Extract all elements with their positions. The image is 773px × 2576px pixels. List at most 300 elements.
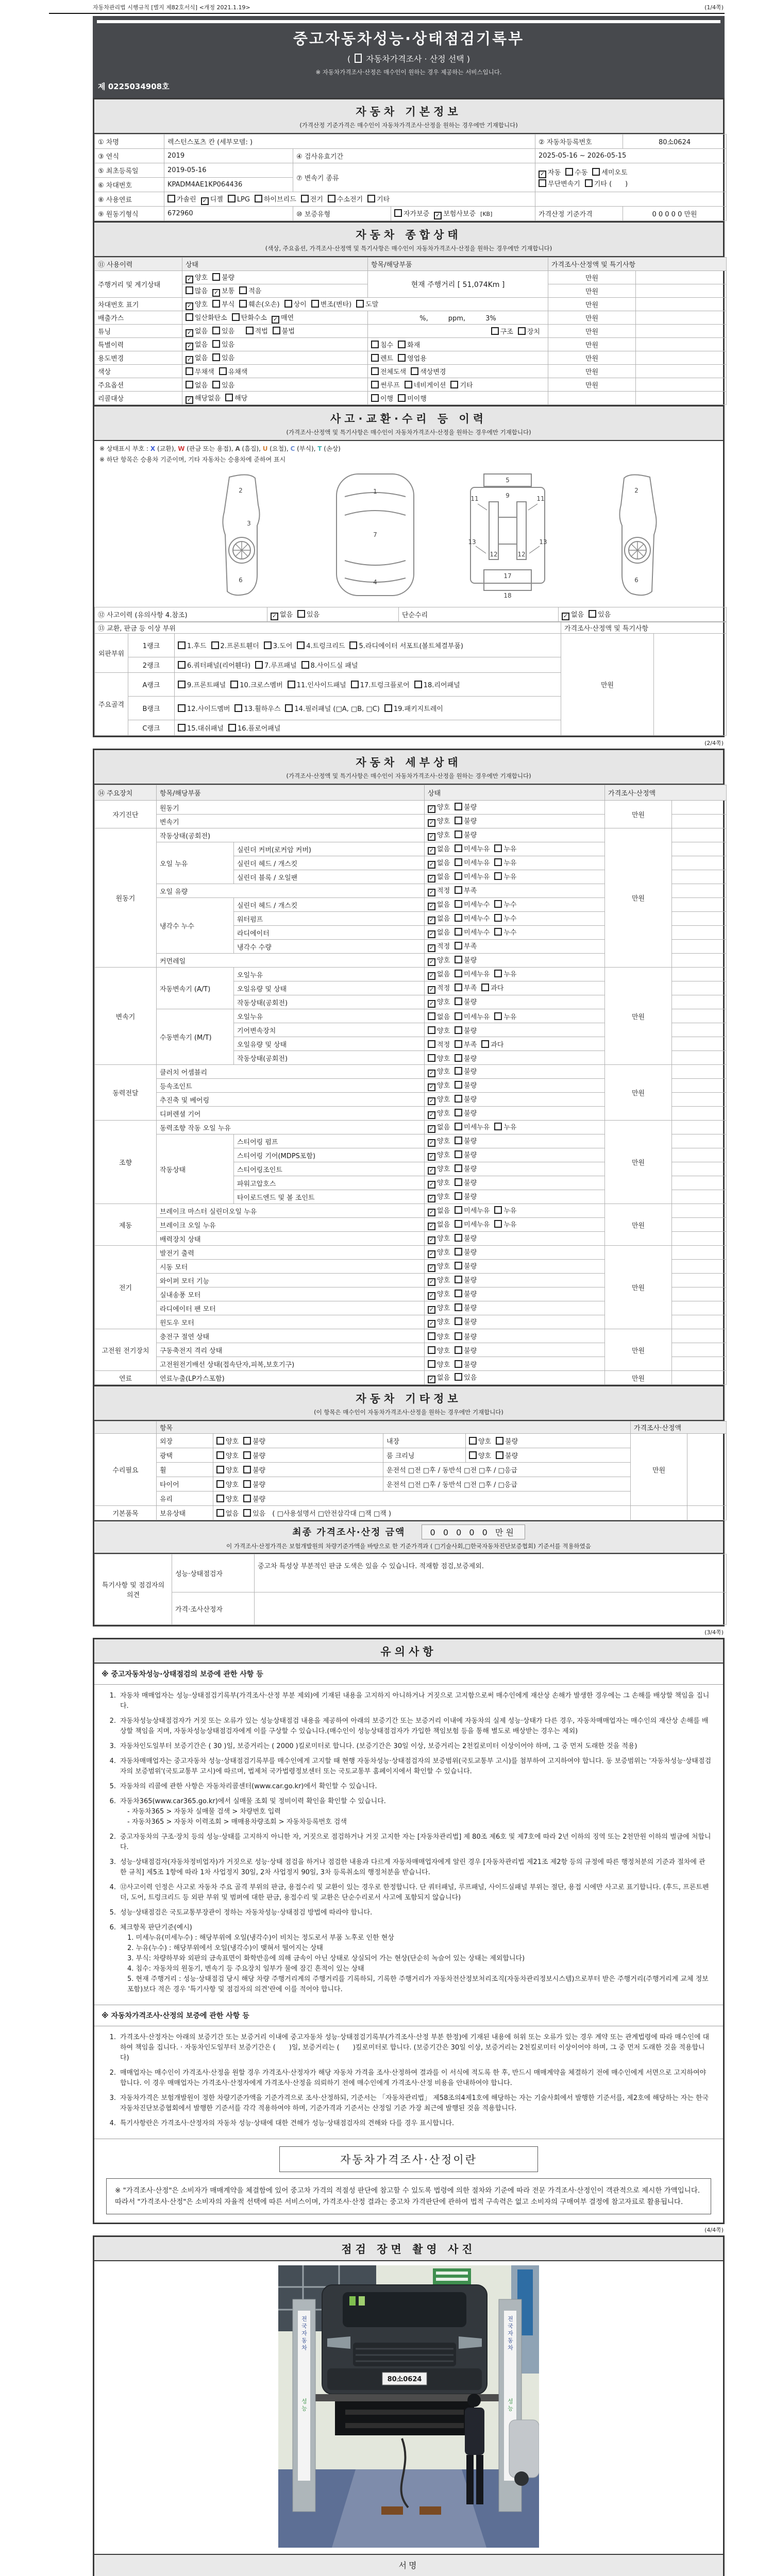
unchecked-checkbox-icon (371, 381, 379, 388)
checkbox-option[interactable] (297, 609, 320, 619)
checked-checkbox-icon: ✓ (428, 917, 435, 924)
unchecked-checkbox-icon (178, 724, 186, 732)
unchecked-checkbox-icon (455, 844, 462, 852)
checkbox-option[interactable] (455, 955, 477, 964)
unchecked-checkbox-icon (212, 327, 220, 334)
note-cell (672, 1037, 727, 1051)
checkbox-option[interactable] (228, 195, 250, 204)
option-label: 부족 (464, 985, 477, 992)
checkbox-option[interactable] (455, 1289, 477, 1298)
checkbox-option[interactable] (455, 1359, 477, 1369)
checkbox-option[interactable] (428, 969, 450, 980)
checkbox-option[interactable] (455, 982, 477, 992)
price-select-checkbox[interactable] (355, 54, 362, 63)
status-cell (182, 338, 368, 351)
field-value: 2019 (164, 149, 293, 163)
checkbox-option[interactable] (212, 299, 234, 309)
checkbox-option[interactable] (219, 366, 248, 376)
checkbox-option[interactable] (428, 1053, 450, 1063)
section-accident-history (93, 406, 725, 737)
car-damage-diagrams (94, 468, 723, 603)
column-header: ⑬ 교환, 판금 등 이상 부위 (95, 622, 561, 634)
checkbox-option[interactable] (284, 299, 307, 309)
diagram-number: 18 (503, 592, 512, 599)
checkbox-option[interactable] (186, 326, 208, 337)
option-label: 이행 (380, 395, 394, 403)
checked-checkbox-icon: ✓ (428, 861, 435, 869)
option-label: 양호 (437, 1096, 450, 1104)
checkbox-option[interactable] (428, 1331, 450, 1341)
checkbox-option[interactable] (428, 982, 450, 994)
checkbox-option[interactable] (428, 941, 450, 952)
checkbox-option[interactable] (455, 1372, 477, 1382)
option-label: 불량 (505, 1452, 518, 1460)
checkbox-option[interactable] (455, 829, 477, 839)
note-cell (672, 1023, 727, 1037)
checkbox-option[interactable] (255, 660, 297, 670)
checkbox-option[interactable] (351, 680, 410, 689)
checkbox-option[interactable] (455, 899, 490, 909)
section-detail-header (94, 750, 723, 785)
checkbox-option[interactable] (367, 194, 390, 204)
legend-symbol-U: U (262, 445, 268, 452)
checkbox-option[interactable] (455, 1302, 477, 1312)
checkbox-option[interactable] (494, 857, 516, 867)
checkbox-option[interactable] (212, 339, 234, 349)
checkbox-option[interactable] (455, 1011, 490, 1021)
suv-vehicle (322, 2285, 487, 2394)
unchecked-checkbox-icon (405, 381, 412, 388)
checkbox-option[interactable] (428, 1233, 450, 1244)
field-label: ⑤ 최초등록일 (95, 163, 164, 178)
checkbox-option[interactable] (450, 380, 473, 389)
checkbox-option[interactable] (428, 1219, 450, 1230)
checkbox-option[interactable] (349, 640, 463, 650)
checkbox-option[interactable] (455, 1247, 477, 1257)
checkbox-option[interactable] (398, 353, 427, 363)
checkbox-option[interactable] (494, 1205, 516, 1215)
checkbox-option[interactable] (455, 927, 490, 937)
checkbox-option[interactable] (428, 1289, 450, 1300)
checkbox-option[interactable] (212, 326, 234, 335)
checkbox-option[interactable] (405, 380, 446, 389)
checked-checkbox-icon: ✓ (428, 1153, 435, 1161)
checkbox-option[interactable] (243, 1479, 265, 1489)
checkbox-option[interactable] (428, 871, 450, 883)
checkbox-option[interactable] (371, 340, 393, 349)
section-photo (93, 2235, 725, 2576)
checkbox-option[interactable] (216, 1465, 239, 1475)
checkbox-option[interactable] (228, 723, 280, 733)
checkbox-option[interactable] (398, 340, 420, 349)
checkbox-option[interactable] (428, 1261, 450, 1272)
checkbox-option[interactable] (469, 1436, 491, 1446)
checkbox-option[interactable] (239, 285, 261, 295)
unchecked-checkbox-icon (494, 970, 502, 977)
checkbox-option[interactable] (585, 178, 628, 188)
checkbox-option[interactable] (186, 393, 221, 404)
checkbox-option[interactable] (428, 1345, 450, 1355)
checkbox-option[interactable] (272, 312, 294, 324)
checkbox-option[interactable] (178, 680, 226, 689)
checkbox-option[interactable] (491, 326, 513, 336)
unchecked-checkbox-icon (216, 1495, 224, 1502)
checkbox-option[interactable] (428, 1039, 450, 1049)
part-label: 구동축전지 격리 상태 (157, 1343, 425, 1357)
checkbox-option[interactable] (539, 178, 580, 188)
checkbox-option[interactable] (186, 352, 208, 364)
checkbox-option[interactable] (186, 272, 208, 283)
checkbox-option[interactable] (356, 299, 378, 309)
option-label: 없음 (280, 611, 293, 619)
appraiser-label: 가격·조사산정자 (172, 1592, 255, 1625)
checkbox-option[interactable] (371, 380, 400, 389)
checkbox-option[interactable] (411, 366, 446, 376)
checkbox-option[interactable] (428, 1136, 450, 1147)
checkbox-option[interactable] (186, 285, 208, 295)
checkbox-option[interactable] (455, 1316, 477, 1326)
checkbox-option[interactable] (428, 1247, 450, 1258)
checkbox-option[interactable] (428, 1275, 450, 1286)
checkbox-option[interactable] (328, 194, 363, 204)
subgroup-label: 냉각수 누수 (157, 898, 234, 954)
checkbox-option[interactable] (216, 1450, 239, 1460)
table-row (95, 1592, 727, 1625)
checkbox-option[interactable] (230, 680, 282, 689)
column-header: 가격조사·산정액 및 특기사항 (548, 258, 727, 271)
option-label: 불량 (464, 1151, 477, 1159)
checkbox-option[interactable] (455, 1066, 477, 1076)
checkbox-option[interactable] (232, 312, 267, 322)
checkbox-option[interactable] (428, 1359, 450, 1369)
checkbox-option[interactable] (428, 816, 450, 827)
checkbox-option[interactable] (565, 167, 587, 177)
checkbox-option[interactable] (371, 353, 393, 363)
checkbox-option[interactable] (384, 703, 443, 713)
checkbox-option[interactable] (428, 829, 450, 841)
option-label: 누유 (503, 1221, 517, 1229)
checkbox-option[interactable] (212, 272, 234, 282)
checkbox-option[interactable] (428, 1163, 450, 1175)
checkbox-option[interactable] (589, 609, 611, 619)
checkbox-option[interactable] (414, 680, 460, 689)
option-label: 해당 (234, 394, 248, 402)
unchecked-checkbox-icon (328, 195, 335, 202)
table-row (95, 1434, 727, 1448)
checkbox-option[interactable] (455, 1331, 477, 1341)
option-label: 4.트렁크리드 (306, 642, 345, 650)
checkbox-option[interactable] (428, 1191, 450, 1202)
checkbox-option[interactable] (428, 913, 450, 924)
unchecked-checkbox-icon (216, 1480, 224, 1488)
checkbox-option[interactable] (186, 339, 208, 350)
checkbox-option[interactable] (494, 1219, 516, 1229)
checkbox-option[interactable] (243, 1494, 265, 1503)
rank-label: C랭크 (128, 720, 175, 736)
rank-label: A랭크 (128, 673, 175, 697)
notice-list-2 (94, 2026, 723, 2139)
checkbox-option[interactable] (243, 1450, 265, 1460)
section-detail-title: 자동차 세부상태 (356, 756, 462, 769)
unchecked-checkbox-icon (518, 327, 526, 335)
checkbox-option[interactable] (239, 299, 279, 309)
checkbox-option[interactable] (455, 1080, 477, 1090)
section-etc-header (94, 1386, 723, 1421)
checkbox-option[interactable] (455, 1275, 477, 1284)
checkbox-option[interactable] (428, 1122, 450, 1133)
checkbox-option[interactable] (428, 1372, 450, 1383)
checkbox-option[interactable] (428, 1205, 450, 1216)
row-label: 단순수리 (399, 607, 559, 622)
status-cell (425, 898, 605, 912)
checkbox-option[interactable] (186, 366, 214, 376)
checkbox-option[interactable] (167, 194, 196, 204)
checkbox-option[interactable] (455, 913, 490, 923)
checkbox-option[interactable] (455, 1345, 477, 1355)
table-row (95, 351, 727, 365)
checkbox-option[interactable] (234, 703, 280, 713)
note-cell (672, 1315, 727, 1329)
top-divider (49, 13, 725, 14)
checkbox-option[interactable] (271, 609, 293, 620)
checkbox-option[interactable] (201, 194, 223, 205)
checkbox-option[interactable] (518, 326, 540, 336)
unchecked-checkbox-icon (455, 956, 462, 963)
checkbox-option[interactable] (428, 899, 450, 910)
checkbox-option[interactable] (455, 1177, 477, 1187)
checkbox-option[interactable] (428, 802, 450, 813)
checkbox-option[interactable] (178, 640, 207, 650)
checkbox-option[interactable] (243, 1508, 265, 1518)
checkbox-option[interactable] (455, 969, 490, 978)
checkbox-option[interactable] (494, 843, 516, 853)
checkbox-option[interactable] (398, 393, 427, 403)
checkbox-option[interactable] (186, 299, 208, 310)
option-label: 불량 (464, 1304, 477, 1312)
checkbox-option[interactable] (455, 1025, 477, 1035)
subgroup-label: 작동상태 (157, 1134, 234, 1204)
note-cell (672, 1065, 727, 1079)
checkbox-option[interactable] (494, 969, 516, 978)
checkbox-option[interactable] (494, 899, 516, 909)
checkbox-option[interactable] (178, 660, 250, 670)
unchecked-checkbox-icon (455, 1360, 462, 1368)
checkbox-option[interactable] (562, 609, 584, 620)
checkbox-option[interactable] (428, 1149, 450, 1161)
checkbox-option[interactable] (428, 996, 450, 1008)
checkbox-option[interactable] (496, 1436, 518, 1446)
option-label: 없음 (571, 611, 584, 619)
checkbox-option[interactable] (428, 927, 450, 938)
checkbox-option[interactable] (216, 1508, 239, 1518)
checkbox-option[interactable] (496, 1450, 518, 1460)
checkbox-option[interactable] (301, 194, 323, 204)
price-cell (548, 392, 636, 405)
unchecked-checkbox-icon (297, 641, 305, 649)
notice-item-text: 자동차인도일부터 보증기간은 ( 30 )일, 보증거리는 ( 2000 )킬로미터로 합니다. (보증기간은 30일 이상, 보증거리는 2천킬로미터 이상이어야 하며, 그 중 먼저 도래한 것을 적용) (120, 1742, 637, 1750)
checkbox-option[interactable] (311, 299, 351, 309)
checkbox-option[interactable] (481, 982, 503, 992)
column-header: 가격조사·산정액 (631, 1421, 727, 1434)
checkbox-option[interactable] (273, 326, 295, 335)
checkbox-option[interactable] (216, 1479, 239, 1489)
checkbox-option[interactable] (428, 1177, 450, 1189)
unchecked-checkbox-icon (494, 1220, 502, 1228)
device-label: 고전원 전기장치 (95, 1329, 157, 1371)
checkbox-option[interactable] (264, 640, 293, 650)
checkbox-option[interactable] (178, 723, 224, 733)
checkbox-option[interactable] (455, 941, 477, 951)
checked-checkbox-icon: ✓ (186, 343, 193, 350)
checkbox-option[interactable] (455, 1108, 477, 1117)
unchecked-checkbox-icon (186, 367, 193, 375)
checkbox-option[interactable] (428, 1066, 450, 1077)
field-label: 가격산정 기준가격 (535, 207, 623, 221)
checkbox-option[interactable] (494, 871, 516, 881)
note-cell (636, 311, 727, 325)
checkbox-option[interactable] (494, 1011, 516, 1021)
checkbox-option[interactable] (428, 1025, 450, 1035)
checkbox-option[interactable] (255, 194, 296, 204)
checkbox-option[interactable] (455, 996, 477, 1006)
checkbox-option[interactable] (455, 1149, 477, 1159)
unchecked-checkbox-icon (455, 1248, 462, 1256)
checkbox-option[interactable] (455, 885, 477, 895)
note-cell (672, 856, 727, 870)
checkbox-option[interactable] (455, 1191, 477, 1201)
table-row (95, 1554, 727, 1592)
checkbox-option[interactable] (243, 1465, 265, 1475)
checkbox-option[interactable] (301, 660, 358, 670)
checkbox-option[interactable] (455, 1205, 490, 1215)
checkbox-option[interactable] (494, 1122, 516, 1131)
checkbox-option[interactable] (481, 1039, 503, 1049)
checkbox-option[interactable] (455, 1233, 477, 1243)
unchecked-checkbox-icon (232, 313, 240, 321)
status-cell (425, 1315, 605, 1329)
price-cell: 만원 (605, 1204, 672, 1246)
option-label: 불량 (464, 1361, 477, 1369)
subtitle-label: 자동차가격조사 · 산정 선택 (366, 54, 464, 64)
option-label: 양호 (195, 274, 208, 282)
checkbox-option[interactable] (288, 680, 346, 689)
checkbox-option[interactable] (428, 885, 450, 896)
checkbox-option[interactable] (211, 640, 259, 650)
checkbox-option[interactable] (428, 955, 450, 966)
checkbox-option[interactable] (428, 1094, 450, 1105)
checkbox-option[interactable] (455, 1261, 477, 1270)
status-cell (213, 1506, 631, 1520)
row-label: 배출가스 (95, 311, 182, 325)
unchecked-checkbox-icon (455, 1040, 462, 1048)
holding-extra: ( □사용설명서 □안전삼각대 □잭 □잭 ) (272, 1510, 392, 1518)
rank-label: 1랭크 (128, 634, 175, 657)
checkbox-option[interactable] (455, 1039, 477, 1049)
checkbox-option[interactable] (212, 285, 234, 297)
checkbox-option[interactable] (434, 208, 476, 219)
note-cell (672, 1218, 727, 1232)
checkbox-option[interactable] (469, 1450, 491, 1460)
checkbox-option[interactable] (455, 816, 477, 825)
checkbox-option[interactable] (428, 1011, 450, 1021)
panel-items (175, 673, 561, 697)
checkbox-option[interactable] (216, 1436, 239, 1446)
checkbox-option[interactable] (455, 843, 490, 853)
checkbox-option[interactable] (455, 1219, 490, 1229)
checkbox-option[interactable] (371, 366, 406, 376)
option-label: 양호 (226, 1438, 239, 1446)
checkbox-option[interactable] (494, 927, 516, 937)
checkbox-option[interactable] (186, 380, 208, 389)
status-cell (425, 912, 605, 926)
checkbox-option[interactable] (243, 1436, 265, 1446)
checkbox-option[interactable] (592, 167, 627, 177)
option-label: 양호 (437, 1263, 450, 1270)
checkbox-option[interactable] (428, 1316, 450, 1328)
checkbox-option[interactable] (225, 393, 247, 402)
option-label: 미세누수 (464, 929, 490, 937)
checkbox-option[interactable] (455, 871, 490, 881)
unchecked-checkbox-icon (491, 327, 499, 335)
checkbox-option[interactable] (539, 167, 561, 178)
checkbox-option[interactable] (212, 380, 234, 389)
checkbox-option[interactable] (394, 208, 429, 218)
checked-checkbox-icon: ✓ (428, 1264, 435, 1272)
checkbox-option[interactable] (455, 1053, 477, 1063)
diagram-number: 7 (373, 531, 377, 538)
option-label: 부족 (464, 1041, 477, 1049)
checkbox-option[interactable] (371, 393, 393, 403)
checkbox-option[interactable] (428, 857, 450, 869)
status-cell (425, 1009, 605, 1023)
unchecked-checkbox-icon (455, 1192, 462, 1200)
checkbox-option[interactable] (455, 1163, 477, 1173)
checkbox-option[interactable] (455, 857, 490, 867)
checked-checkbox-icon: ✓ (428, 930, 435, 938)
checkbox-option[interactable] (178, 703, 230, 713)
checkbox-option[interactable] (212, 352, 234, 362)
checkbox-option[interactable] (285, 703, 379, 713)
checkbox-option[interactable] (428, 1302, 450, 1314)
checkbox-option[interactable] (494, 913, 516, 923)
checkbox-option[interactable] (246, 326, 268, 335)
detail-cell: 운전석 □전 □후 / 동반석 □전 □후 / □응급 (383, 1477, 631, 1492)
option-label: 8.사이드실 패널 (310, 662, 358, 670)
unchecked-checkbox-icon (455, 1206, 462, 1214)
checkbox-option[interactable] (216, 1494, 239, 1503)
checked-checkbox-icon: ✓ (428, 875, 435, 883)
checkbox-option[interactable] (186, 312, 227, 322)
legend-symbol-label: (부식), (295, 445, 318, 452)
option-label: 불량 (464, 1193, 477, 1201)
checkbox-option[interactable] (428, 1108, 450, 1119)
option-label: 미세누유 (464, 859, 490, 867)
unchecked-checkbox-icon (494, 1123, 502, 1130)
unchecked-checkbox-icon (455, 886, 462, 894)
part-label: 커먼레일 (157, 954, 425, 968)
checkbox-option[interactable] (428, 1080, 450, 1091)
checkbox-option[interactable] (455, 1136, 477, 1145)
checkbox-option[interactable] (455, 1094, 477, 1104)
checkbox-option[interactable] (297, 640, 345, 650)
checkbox-option[interactable] (428, 843, 450, 855)
unchecked-checkbox-icon (234, 704, 242, 712)
checked-checkbox-icon: ✓ (201, 197, 209, 205)
checkbox-option[interactable] (455, 1122, 490, 1131)
checkbox-option[interactable] (455, 802, 477, 811)
option-label: 있음 (222, 341, 235, 349)
diagram-number: 5 (506, 477, 510, 484)
